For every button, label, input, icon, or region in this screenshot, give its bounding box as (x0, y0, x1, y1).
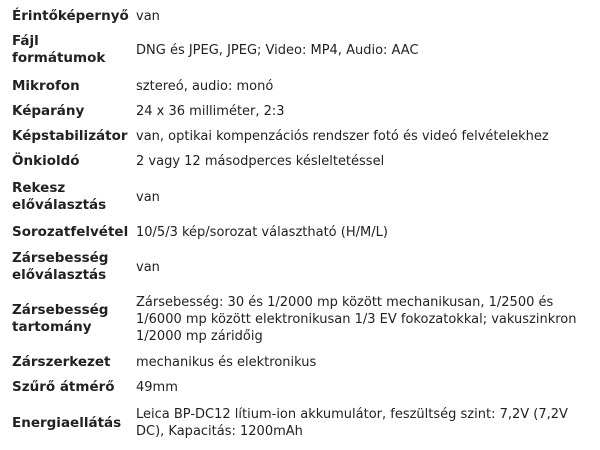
spec-label: Energiaellátás (12, 414, 122, 431)
spec-label: Sorozatfelvétel (12, 223, 129, 240)
spec-row-aperture-priority (0, 177, 600, 217)
spec-value: 49mm (136, 379, 178, 395)
spec-value: sztereó, audio: monó (136, 78, 274, 94)
spec-label: Fájl formátumok (12, 33, 106, 66)
spec-row-microphone (0, 74, 600, 98)
spec-row-power-supply (0, 403, 600, 443)
spec-label: Zárszerkezet (12, 353, 111, 370)
spec-value: mechanikus és elektronikus (136, 354, 317, 370)
spec-label: Mikrofon (12, 77, 80, 94)
spec-row-aspect-ratio (0, 99, 600, 123)
spec-row-file-formats (0, 30, 600, 70)
spec-label: Érintőképernyő (12, 7, 129, 24)
spec-row-stabilizer (0, 124, 600, 148)
spec-value: Leica BP-DC12 lítium-ion akkumulátor, feszültség szint: 7,2V (7,2V DC), Kapacitás: 1200mAh (136, 407, 568, 439)
spec-row-touchscreen (0, 4, 600, 28)
spec-label: Képstabilizátor (12, 127, 128, 144)
spec-value: Zársebesség: 30 és 1/2000 mp között mechanikusan, 1/2500 és 1/6000 mp között elektronikusan 1/3 EV fokozatokkal; vakuszinkron 1/2000 mp záridőig (136, 294, 577, 344)
spec-value: 24 x 36 milliméter, 2:3 (136, 103, 285, 119)
spec-value: van, optikai kompenzációs rendszer fotó és videó felvételekhez (136, 128, 549, 144)
spec-value: van (136, 259, 160, 275)
spec-value: van (136, 8, 160, 24)
spec-row-shutter-range (0, 291, 600, 347)
spec-label: Rekesz előválasztás (12, 180, 107, 213)
spec-row-filter-diameter (0, 375, 600, 399)
spec-row-self-timer (0, 149, 600, 173)
spec-row-shutter-mechanism (0, 350, 600, 374)
spec-value: DNG és JPEG, JPEG; Video: MP4, Audio: AAC (136, 42, 419, 58)
spec-value: van (136, 189, 160, 205)
spec-row-burst-mode (0, 220, 600, 244)
spec-value: 2 vagy 12 másodperces késleltetéssel (136, 153, 385, 169)
spec-label: Képarány (12, 102, 85, 119)
spec-value: 10/5/3 kép/sorozat választható (H/M/L) (136, 224, 388, 240)
spec-label: Szűrő átmérő (12, 378, 115, 395)
spec-row-shutter-priority (0, 247, 600, 287)
spec-label: Zársebesség tartomány (12, 302, 109, 335)
spec-label: Zársebesség előválasztás (12, 250, 109, 283)
spec-label: Önkioldó (12, 152, 80, 169)
